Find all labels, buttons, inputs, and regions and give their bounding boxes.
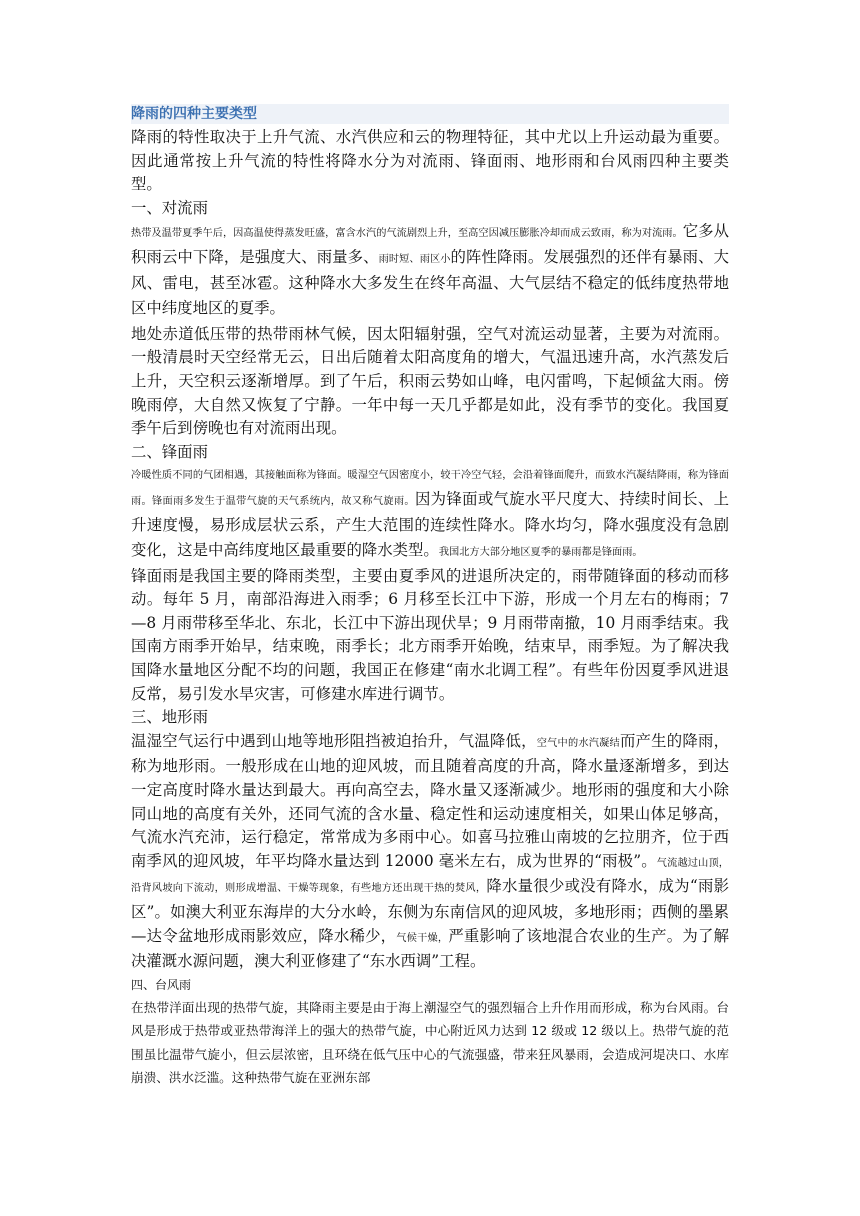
document-page bbox=[131, 104, 729, 1089]
section-heading-orographic: 三、地形雨 bbox=[131, 708, 208, 727]
convective-p1-small: 热带及温带夏季午后，因高温使得蒸发旺盛，富含水汽的气流剧烈上升，至高空因减压膨胀冷却而成云致雨，称为对流雨。 bbox=[131, 228, 683, 240]
frontal-paragraph-2: 锋面雨是我国主要的降雨类型，主要由夏季风的进退所决定的，雨带随锋面的移动而移动。每年 5 月，南部沿海进入雨季；6 月移至长江中下游，形成一个月左右的梅雨；7—8 月雨带移至华北、东北，长江中下游出现伏旱；9 月雨带南撤，10 月雨季结束。我国南方雨季开始早，结束晚，雨季长；北方雨季开始晚，结束早，雨季短。为了解决我国降水量地区分配不均的问题，我国正在修建“南水北调工程”。有些年份因夏季风进退反常，易引发水旱灾害，可修建水库进行调节。 bbox=[131, 566, 729, 703]
section-heading-frontal: 二、锋面雨 bbox=[131, 442, 208, 461]
orographic-p1-small-d: 气流越过山顶，沿背风坡向下流动，则形成增温、干燥等现象，有些地方还出现干热的焚风， bbox=[131, 857, 729, 895]
convective-paragraph-2: 地处赤道低压带的热带雨林气候，因太阳辐射强，空气对流运动显著，主要为对流雨。一般清晨时天空经常无云，日出后随着太阳高度角的增大，气温迅速升高，水汽蒸发后上升，天空积云逐渐增厚。到了午后，积雨云势如山峰，电闪雷鸣，下起倾盆大雨。傍晚雨停，大自然又恢复了宁静。一年中每一天几乎都是如此，没有季节的变化。我国夏季午后到傍晚也有对流雨出现。 bbox=[131, 324, 729, 438]
section-heading-convective: 一、对流雨 bbox=[131, 198, 208, 217]
typhoon-paragraph-1: 在热带洋面出现的热带气旋，其降雨主要是由于海上潮湿空气的强烈辐合上升作用而形成，称为台风雨。台风是形成于热带或亚热带海洋上的强大的热带气旋，中心附近风力达到 12 级或 12 级以上。热带气旋的范围虽比温带气旋小，但云层浓密，且环绕在低气压中心的气流强盛，带来狂风暴雨，会造成河堤决口、水库崩溃、洪水泛滥。这种热带气旋在亚洲东部 bbox=[131, 999, 729, 1085]
frontal-p1-small-end: 我国北方大部分地区夏季的暴雨都是锋面雨。 bbox=[438, 547, 643, 559]
orographic-paragraph-1 bbox=[131, 730, 729, 974]
convective-p1-small-b: 雨时短、雨区小 bbox=[378, 253, 451, 265]
intro-paragraph: 降雨的特性取决于上升气流、水汽供应和云的物理特征，其中尤以上升运动最为重要。因此通常按上升气流的特性将降水分为对流雨、锋面雨、地形雨和台风雨四种主要类型。 bbox=[131, 128, 729, 194]
orographic-p1-g: 严重影响了该地混合农业的生产。为了解决灌溉水源问题，澳大利亚修建了“东水西调”工程。 bbox=[131, 926, 729, 971]
orographic-p1-e: 降水量很少或没有降水，成为“雨影区”。如澳大利亚东海岸的大分水岭，东侧为东南信风的迎风坡，多地形雨；西侧的墨累—达令盆地形成雨影效应，降水稀少， bbox=[131, 877, 730, 945]
document-title: 降雨的四种主要类型 bbox=[131, 104, 729, 124]
frontal-paragraph-1 bbox=[131, 464, 729, 564]
orographic-p1-small-f: 气候干燥， bbox=[396, 932, 449, 944]
orographic-p1-c: 而产生的降雨，称为地形雨。一般形成在山地的迎风坡，而且随着高度的升高，降水量逐渐增多，到达一定高度时降水量达到最大。再向高空去，降水量又逐渐减少。地形雨的强度和大小除同山地的高度有关外，还同气流的含水量、稳定性和运动速度相关，如果山体足够高，气流水汽充沛，运行稳定，常常成为多雨中心。如喜马拉雅山南坡的乞拉朋齐，位于西南季风的迎风坡，年平均降水量达到 12000 毫米左右，成为世界的“雨极”。 bbox=[131, 731, 729, 870]
convective-p1-big-a: 它多从积雨云中下降，是强度大、雨量多、 bbox=[131, 222, 729, 266]
orographic-p1-a: 温湿空气运行中遇到山地等地形阻挡被迫抬升，气温降低， bbox=[131, 731, 537, 750]
convective-paragraph-1 bbox=[131, 220, 729, 322]
frontal-p1-big: 因为锋面或气旋水平尺度大、持续时间长、上升速度慢，易形成层状云系，产生大范围的连续性降水。降水均匀，降水强度没有急剧变化，这是中高纬度地区最重要的降水类型。 bbox=[131, 489, 729, 560]
frontal-p1-small: 冷暖性质不同的气团相遇，其接触面称为锋面。暖湿空气因密度小，较干冷空气轻，会沿着锋面爬升，而致水汽凝结降雨，称为锋面雨。锋面雨多发生于温带气旋的天气系统内，故又称气旋雨。 bbox=[131, 470, 729, 507]
convective-p1-big-c: 的阵性降雨。发展强烈的还伴有暴雨、大风、雷电，甚至冰雹。这种降水大多发生在终年高温、大气层结不稳定的低纬度热带地区中纬度地区的夏季。 bbox=[131, 247, 729, 318]
orographic-p1-small-b: 空气中的水汽凝结 bbox=[536, 737, 620, 749]
section-heading-typhoon: 四、台风雨 bbox=[131, 977, 192, 992]
